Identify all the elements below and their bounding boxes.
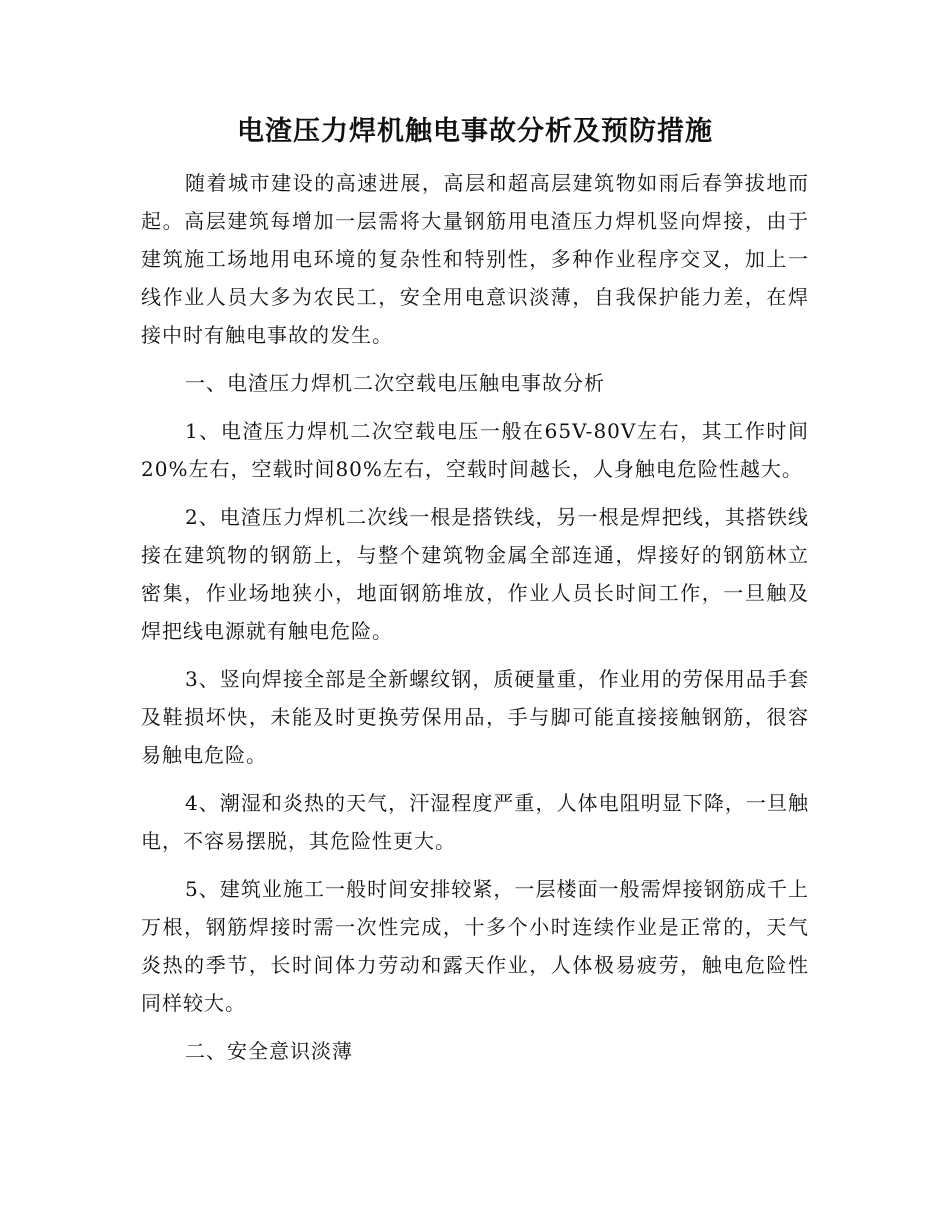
analysis-point-3: 3、竖向焊接全部是全新螺纹钢，质硬量重，作业用的劳保用品手套及鞋损坏快，未能及时更换劳保用品，手与脚可能直接接触钢筋，很容易触电危险。 <box>141 667 809 767</box>
document-title: 电渣压力焊机触电事故分析及预防措施 <box>237 116 713 147</box>
analysis-point-4: 4、潮湿和炎热的天气，汗湿程度严重，人体电阻明显下降，一旦触电，不容易摆脱，其危险性更大。 <box>141 791 809 853</box>
section-heading-2: 二、安全意识淡薄 <box>185 1039 353 1063</box>
intro-paragraph: 随着城市建设的高速进展，高层和超高层建筑物如雨后春笋拔地而起。高层建筑每增加一层需将大量钢筋用电渣压力焊机竖向焊接，由于建筑施工场地用电环境的复杂性和特别性，多种作业程序交叉，加上一线作业人员大多为农民工，安全用电意识淡薄，自我保护能力差，在焊接中时有触电事故的发生。 <box>141 171 809 347</box>
analysis-point-5: 5、建筑业施工一般时间安排较紧，一层楼面一般需焊接钢筋成千上万根，钢筋焊接时需一次性完成，十多个小时连续作业是正常的，天气炎热的季节，长时间体力劳动和露天作业，人体极易疲劳，触电危险性同样较大。 <box>141 877 809 1015</box>
analysis-point-2: 2、电渣压力焊机二次线一根是搭铁线，另一根是焊把线，其搭铁线接在建筑物的钢筋上，与整个建筑物金属全部连通，焊接好的钢筋林立密集，作业场地狭小，地面钢筋堆放，作业人员长时间工作，一旦触及焊把线电源就有触电危险。 <box>141 505 809 643</box>
document-page <box>141 108 809 1080</box>
section-heading-1: 一、电渣压力焊机二次空载电压触电事故分析 <box>185 371 605 395</box>
analysis-point-1: 1、电渣压力焊机二次空载电压一般在65V-80V左右，其工作时间20%左右，空载时间80%左右，空载时间越长，人身触电危险性越大。 <box>141 419 809 481</box>
